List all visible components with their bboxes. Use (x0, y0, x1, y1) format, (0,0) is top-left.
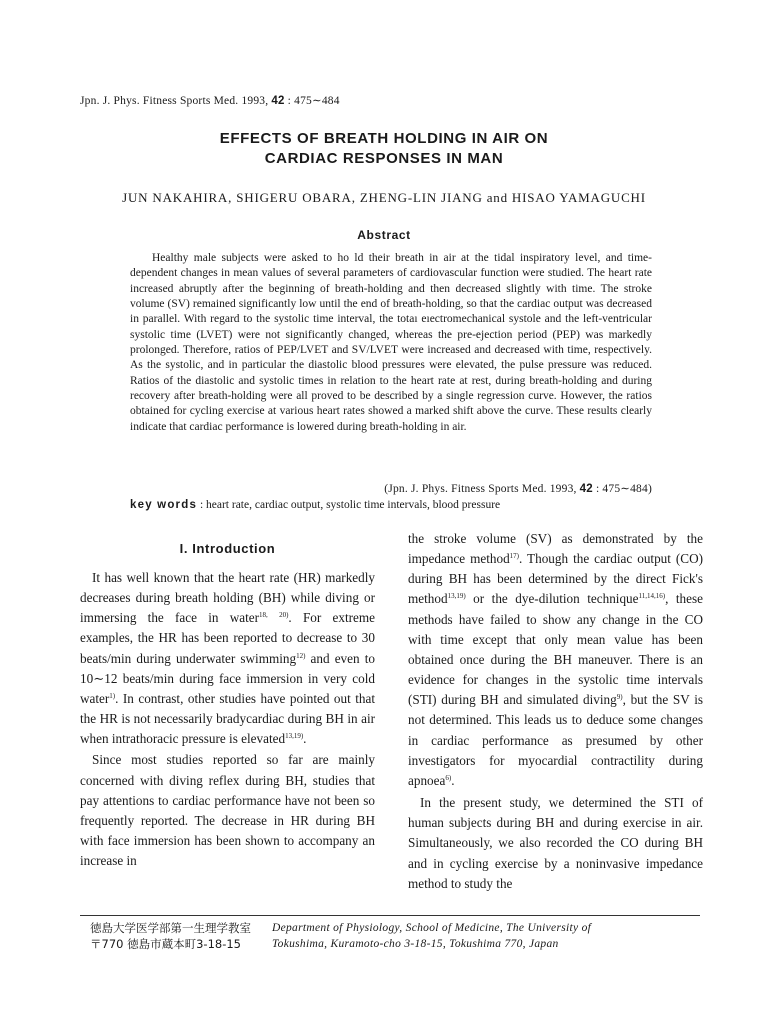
paragraph-text: . In contrast, other studies have pointed out that the HR is not necessarily bradycardiac during BH in air when intrathoracic pressure is elevated (80, 690, 375, 747)
section-heading-introduction: I. Introduction (179, 541, 276, 556)
footer-divider (80, 915, 700, 916)
right-column (408, 529, 703, 894)
paragraph-text: . (303, 731, 307, 747)
paragraph-text: , these methods have failed to show any change in the CO with time except that only mean value has been obtained once during the BH maneuver. There is an evidence for changes in the systolic time intervals (STI) during BH and simulated diving (408, 591, 703, 708)
citation-ref: 13,19) (447, 592, 466, 601)
abstract-citation-pages: : 475∼484) (592, 483, 652, 495)
keywords-text: heart rate, cardiac output, systolic time intervals, blood pressure (206, 499, 501, 511)
left-column (80, 568, 375, 871)
paper-title-line-2: CARDIAC RESPONSES IN MAN (264, 150, 504, 167)
citation-ref: 11,14,16) (638, 592, 666, 601)
paper-title-line-1: EFFECTS OF BREATH HOLDING IN AIR ON (219, 130, 549, 147)
paragraph-text: Since most studies reported so far are mainly concerned with diving reflex during BH, studies that pay attentions to cardiac performance have not been so frequently reported. The decrease in HR during BH with face immersion has been shown to accompany an increase in (80, 752, 375, 869)
citation-ref: 18, (259, 611, 268, 620)
journal-ref-volume: 42 (271, 95, 285, 107)
abstract-citation (384, 481, 652, 495)
paragraph-text: . Though the cardiac output (CO) during BH has been determined by the direct Fick's method (408, 551, 704, 607)
author-list: JUN NAKAHIRA, SHIGERU OBARA, ZHENG-LIN JIANG and HISAO YAMAGUCHI (122, 190, 646, 205)
citation-ref: 17) (509, 552, 520, 561)
paragraph-text: or the dye-dilution technique (465, 591, 639, 607)
journal-reference (80, 93, 340, 107)
left-paragraph-1 (80, 568, 375, 749)
citation-ref: 1) (109, 691, 116, 700)
footer-affiliation-english (272, 920, 591, 952)
footer-jp-line-1: 徳島大学医学部第一生理学教室 (90, 921, 251, 935)
right-paragraph-2 (408, 793, 703, 894)
paragraph-text (268, 610, 279, 625)
footer-affiliation-japanese (90, 920, 251, 952)
citation-ref: 9) (616, 693, 623, 702)
abstract-citation-prefix: (Jpn. J. Phys. Fitness Sports Med. 1993, (384, 483, 580, 495)
keywords-label: key words (130, 499, 198, 511)
footer-en-line-1: Department of Physiology, School of Medicine, The University of (272, 922, 592, 934)
journal-ref-prefix: Jpn. J. Phys. Fitness Sports Med. 1993, (80, 95, 272, 107)
paragraph-text: . (451, 772, 455, 788)
paragraph-text: and even to 10∼12 beats/min during face immersion in very cold water (80, 650, 375, 706)
footer-en-line-2: Tokushima, Kuramoto-cho 3-18-15, Tokushima 770, Japan (272, 938, 559, 950)
keywords-separator: : (197, 499, 207, 511)
paragraph-text: . For extreme examples, the HR has been reported to decrease to 30 beats/min during underwater swimming (80, 610, 376, 666)
abstract-text: Healthy male subjects were asked to ho ld their breath in air at the tidal inspiratory level, and time-dependent changes in mean values of several parameters of cardiovascular function were studied. The heart rate increased abruptly after the beginning of breath-holding and then decreased slightly with time. The stroke volume (SV) remained significantly low until the end of breath-holding, so that the cardiac output was decreased in parallel. With regard to the systolic time interval, the totaı eıectromechanical systole and the left-ventricular systolic time (LVET) were not significantly changed, whereas the pre-ejection period (PEP) was markedly prolonged. Therefore, ratios of PEP/LVET and SV/LVET were increased and decreased with time, respectively. As the systolic, and in particular the diastolic blood pressures were elevated, the pulse pressure was reduced. Ratios of the diastolic and systolic times in relation to the heart rate at rest, during breath-holding and during recovery after breath-holding were all proved to be described by a single regression curve. However, the ratios obtained for cycling exercise at various heart rates showed a marked shift above the curve. These results clearly indicate that cardiac performance is lowered during breath-holding in air. (130, 252, 652, 433)
citation-ref: 13,19) (285, 732, 304, 741)
paragraph-text: In the present study, we determined the STI of human subjects during BH and during exercise in air. Simultaneously, we also recorded the CO during BH and in cycling exercise by a noninvasive impedance method to study the (408, 795, 703, 891)
footer-jp-line-2: 〒770 徳島市蔵本町3-18-15 (90, 937, 241, 951)
citation-ref: 6) (445, 773, 452, 782)
left-paragraph-2 (80, 750, 375, 871)
paragraph-text: It has well known that the heart rate (HR) markedly decreases during breath holding (BH) while diving or immersing the face in water (80, 570, 375, 626)
citation-ref: 20) (279, 611, 289, 620)
abstract-citation-volume: 42 (579, 483, 593, 495)
right-paragraph-1 (408, 529, 703, 791)
journal-ref-pages: : 475∼484 (284, 95, 340, 107)
paragraph-text: , but the SV is not determined. This leads us to deduce some changes in cardiac performance as presumed by other investigators for myocardial contractility during apnoea (408, 692, 703, 788)
keywords (130, 499, 500, 511)
abstract-heading: Abstract (357, 228, 411, 242)
citation-ref: 12) (296, 651, 306, 660)
paragraph-text: the stroke volume (SV) as demonstrated by the impedance method (408, 531, 703, 567)
abstract-body (130, 251, 652, 435)
